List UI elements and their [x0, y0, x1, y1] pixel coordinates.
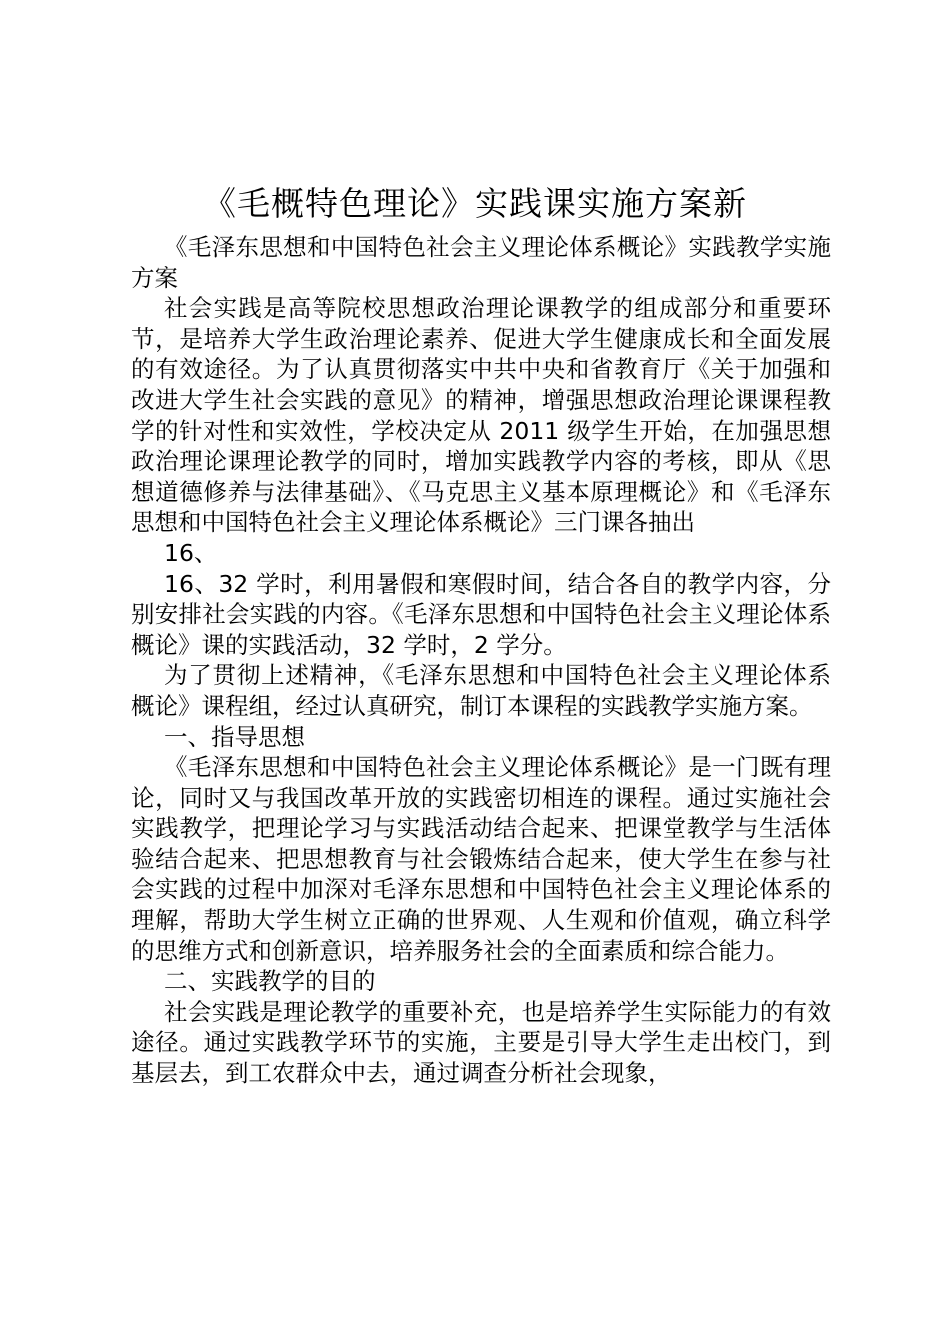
purpose-paragraph: 为了贯彻上述精神，《毛泽东思想和中国特色社会主义理论体系概论》课程组，经过认真研究，制订本课程的实践教学实施方案。 — [131, 661, 831, 720]
hours-paragraph: 16、32 学时，利用暑假和寒假时间，结合各自的教学内容，分别安排社会实践的内容。《毛泽东思想和中国特色社会主义理论体系概论》课的实践活动，32 学时，2 学分。 — [131, 569, 831, 659]
teaching-goal-paragraph: 社会实践是理论教学的重要补充，也是培养学生实际能力的有效途径。通过实践教学环节的实施，主要是引导大学生走出校门，到基层去，到工农群众中去，通过调查分析社会现象， — [131, 997, 831, 1088]
document-title: 《毛概特色理论》实践课实施方案新 — [203, 184, 747, 223]
intro-paragraph: 社会实践是高等院校思想政治理论课教学的组成部分和重要环节，是培养大学生政治理论素养、促进大学生健康成长和全面发展的有效途径。为了认真贯彻落实中共中央和省教育厅《关于加强和改进大学生社会实践的意见》的精神，增强思想政治理论课课程教学的针对性和实效性，学校决定从 2011 级学生开始，在加强思想政治理论课理论教学的同时，增加实践教学内容的考核，即从《思想道德修养与法律基础》、《马克思主义基本原理概论》和《毛泽东思想和中国特色社会主义理论体系概论》三门课各抽出 — [131, 294, 831, 537]
document-body — [131, 232, 831, 1089]
fragment-paragraph: 16、 — [164, 538, 218, 567]
guiding-ideology-paragraph: 《毛泽东思想和中国特色社会主义理论体系概论》是一门既有理论，同时又与我国改革开放的实践密切相连的课程。通过实施社会实践教学，把理论学习与实践活动结合起来、把课堂教学与生活体验结合起来、把思想教育与社会锻炼结合起来，使大学生在参与社会实践的过程中加深对毛泽东思想和中国特色社会主义理论体系的理解，帮助大学生树立正确的世界观、人生观和价值观，确立科学的思维方式和创新意识，培养服务社会的全面素质和综合能力。 — [131, 753, 831, 965]
subtitle-paragraph: 《毛泽东思想和中国特色社会主义理论体系概论》实践教学实施方案 — [131, 233, 831, 292]
section-heading-guiding-ideology: 一、指导思想 — [164, 722, 305, 751]
section-heading-teaching-goal: 二、实践教学的目的 — [164, 967, 376, 996]
